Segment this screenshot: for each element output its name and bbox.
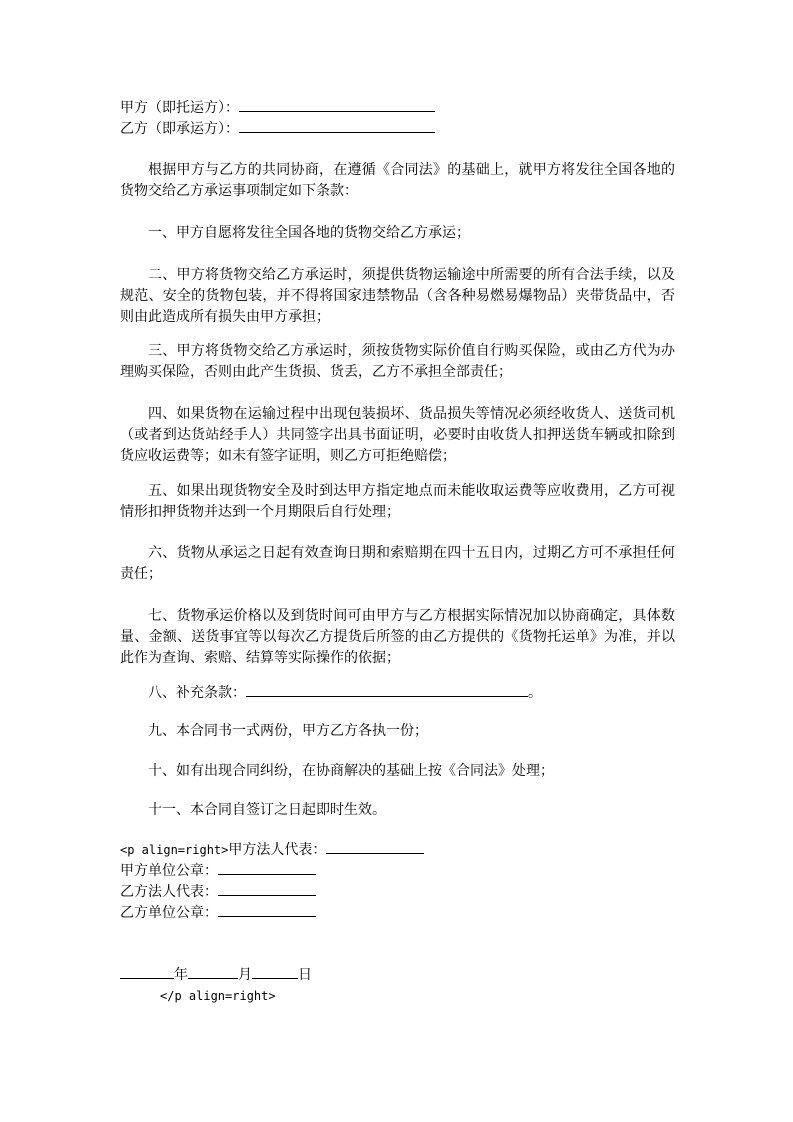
clause-6: 六、货物从承运之日起有效查询日期和索赔期在四十五日内，过期乙方可不承担任何责任； <box>120 545 675 582</box>
p-close-tag: </p align=right> <box>160 989 276 1003</box>
clause-5: 五、如果出现货物安全及时到达甲方指定地点而未能收取运费等应收费用，乙方可视情形扣押货物并达到一个月期限后自行处理； <box>120 483 675 520</box>
party-a-blank <box>239 97 435 112</box>
party-a-label: 甲方（即托运方）： <box>120 100 239 116</box>
intro-paragraph: 根据甲方与乙方的共同协商，在遵循《合同法》的基础上，就甲方将发往全国各地的货物交给乙方承运事项制定如下条款： <box>120 162 675 199</box>
party-b-rep-label: 乙方法人代表： <box>120 884 218 900</box>
clause-8-end: 。 <box>528 685 542 701</box>
party-b-seal-label: 乙方单位公章： <box>120 905 218 921</box>
clause-9: 九、本合同书一式两份，甲方乙方各执一份； <box>148 723 428 739</box>
party-a-line <box>120 97 680 119</box>
day-label: 日 <box>298 967 312 983</box>
clause-8-blank <box>246 682 528 697</box>
month-blank <box>188 964 238 979</box>
clause-7: 七、货物承运价格以及到货时间可由甲方与乙方根据实际情况加以协商确定，具体数量、金额、送货事宜等以每次乙方提货后所签的由乙方提供的《货物托运单》为准，并以此作为查询、索赔、结算等实际操作的依据； <box>120 608 675 666</box>
party-b-line <box>120 118 680 140</box>
party-b-label: 乙方（即承运方）： <box>120 121 239 137</box>
clause-8-label: 八、补充条款： <box>148 685 246 701</box>
party-b-rep-line <box>120 881 680 903</box>
year-label: 年 <box>174 967 188 983</box>
party-b-rep-blank <box>218 881 316 896</box>
clause-4: 四、如果货物在运输过程中出现包装损坏、货品损失等情况必须经收货人、送货司机（或者到达货站经手人）共同签字出具书面证明，必要时由收货人扣押送货车辆或扣除到货应收运费等；如未有签字证明，则乙方可拒绝赔偿； <box>120 406 675 464</box>
year-blank <box>120 964 174 979</box>
p-open-tag: <p align=right> <box>120 843 229 857</box>
party-b-seal-blank <box>218 902 316 917</box>
party-a-seal-line <box>120 860 680 882</box>
clause-3: 三、甲方将货物交给乙方承运时，须按货物实际价值自行购买保险，或由乙方代为办理购买保险，否则由此产生货损、货丢，乙方不承担全部责任； <box>120 343 675 380</box>
party-a-seal-label: 甲方单位公章： <box>120 863 218 879</box>
clause-2: 二、甲方将货物交给乙方承运时，须提供货物运输途中所需要的所有合法手续，以及规范、安全的货物包装，并不得将国家违禁物品（含各种易燃易爆物品）夹带货品中，否则由此造成所有损失由甲方承担； <box>120 267 675 325</box>
party-b-seal-line <box>120 902 680 924</box>
day-blank <box>252 964 298 979</box>
month-label: 月 <box>238 967 252 983</box>
party-a-rep-blank <box>326 839 424 854</box>
party-a-seal-blank <box>218 860 316 875</box>
party-a-rep-line <box>120 839 680 861</box>
clause-10: 十、如有出现合同纠纷，在协商解决的基础上按《合同法》处理； <box>148 763 554 779</box>
clause-8 <box>148 682 708 704</box>
party-a-rep-label: 甲方法人代表： <box>228 842 327 858</box>
party-b-blank <box>239 118 435 133</box>
date-line <box>120 964 680 986</box>
clause-1: 一、甲方自愿将发往全国各地的货物交给乙方承运； <box>148 225 470 241</box>
clause-11: 十一、本合同自签订之日起即时生效。 <box>148 802 386 818</box>
